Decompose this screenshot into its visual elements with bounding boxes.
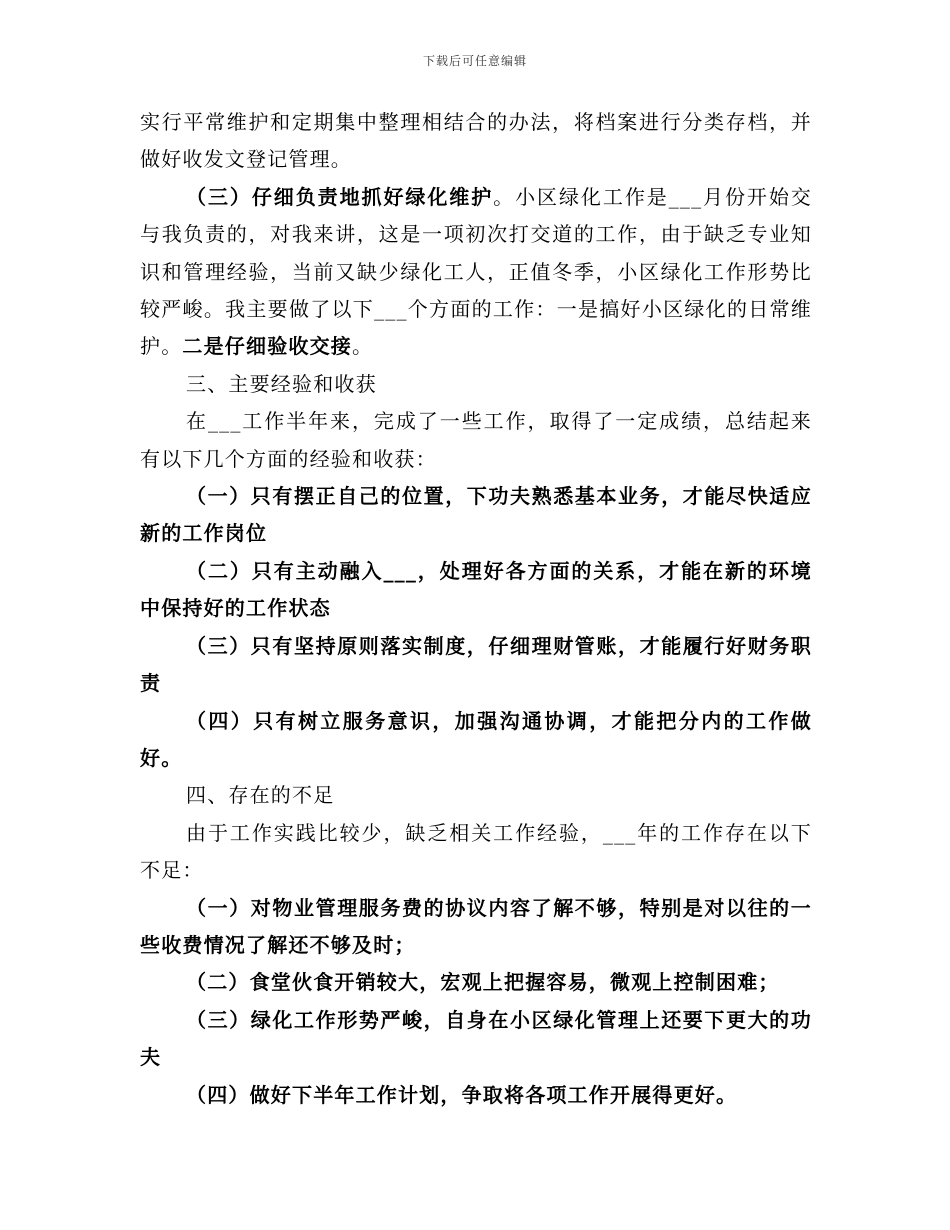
experience-item-4: （四）只有树立服务意识，加强沟通协调，才能把分内的工作做好。	[140, 708, 812, 770]
experience-item-2: （二）只有主动融入___，处理好各方面的关系，才能在新的环境中保持好的工作状态	[140, 558, 812, 621]
paragraph-greening	[140, 179, 812, 366]
section-heading-shortcomings: 四、存在的不足	[186, 783, 335, 808]
section-heading-experience: 三、主要经验和收获	[186, 371, 377, 396]
shortcoming-item-2: （二）食堂伙食开销较大，宏观上把握容易，微观上控制困难；	[186, 970, 780, 995]
paragraph-greening-tail: 二是仔细验收交接	[182, 334, 353, 359]
paragraph-shortcomings-intro: 由于工作实践比较少，缺乏相关工作经验，___年的工作存在以下不足：	[140, 820, 812, 883]
experience-item-3: （三）只有坚持原则落实制度，仔细理财管账，才能履行好财务职责	[140, 633, 812, 696]
experience-item-1: （一）只有摆正自己的位置，下功夫熟悉基本业务，才能尽快适应新的工作岗位	[140, 484, 812, 546]
shortcoming-item-3: （三）绿化工作形势严峻，自身在小区绿化管理上还要下更大的功夫	[140, 1007, 812, 1070]
page-header: 下载后可任意编辑	[422, 54, 527, 68]
paragraph-experience-intro: 在___工作半年来，完成了一些工作，取得了一定成绩，总结起来有以下几个方面的经验和收获：	[140, 409, 812, 471]
paragraph-greening-end: 。	[352, 334, 374, 359]
shortcoming-item-4: （四）做好下半年工作计划，争取将各项工作开展得更好。	[186, 1082, 738, 1107]
paragraph-archive: 实行平常维护和定期集中整理相结合的办法，将档案进行分类存档，并做好收发文登记管理。	[140, 110, 812, 172]
shortcoming-item-1: （一）对物业管理服务费的协议内容了解不够，特别是对以往的一些收费情况了解还不够及时；	[140, 895, 812, 957]
paragraph-greening-text: 。小区绿化工作是___月份开始交与我负责的，对我来讲，这是一项初次打交道的工作，由于缺乏专业知识和管理经验，当前又缺少绿化工人，正值冬季，小区绿化工作形势比较严峻。我主要做了以下___个方面的工作：一是搞好小区绿化的日常维护。	[140, 184, 812, 359]
document-body	[140, 104, 812, 1114]
paragraph-greening-lead: （三）仔细负责地抓好绿化维护	[186, 184, 494, 209]
